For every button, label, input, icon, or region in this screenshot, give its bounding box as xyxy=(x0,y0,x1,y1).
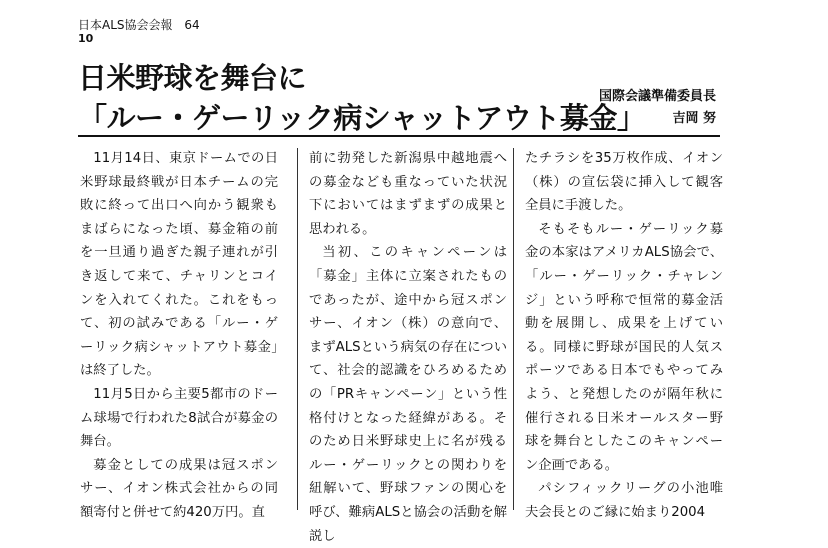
title-line-2: 「ルー・ゲーリック病シャットアウト募金」 xyxy=(78,101,646,135)
paragraph: パシフィックリーグの小池唯夫会長とのご縁に始まり2004 xyxy=(525,481,723,520)
paragraph: 当初、このキャンペーンは「募金」主体に立案されたものであったが、途中から冠スポンサー、イオン（株）の意向で、まずALSという病気の存在について、社会的認識をひろめるための「PRキャンペーン」という性格付けとなった経緯がある。そのため日米野球史上に名が残るルー・ゲーリックとの関わりを紐解いて、野球ファンの関心を呼び、難病ALSと協会の活動を解説し xyxy=(309,245,507,544)
paragraph: 11月14日、東京ドームでの日米野球最終戦が日本チームの完敗に終って出口へ向かう観衆もまばらになった頃、募金箱の前を一旦通り過ぎた親子連れが引き返して来て、チャリンとコインを入れてくれた。これをもって、初の試みである「ルー・ゲーリック病シャットアウト募金」は終了した。 xyxy=(80,151,278,379)
page-header xyxy=(78,18,200,46)
text-column-3 xyxy=(525,147,723,525)
author-role: 国際会議準備委員長 xyxy=(598,89,716,104)
article-title xyxy=(78,58,646,138)
column-separator xyxy=(513,148,514,510)
author-name: 吉岡 努 xyxy=(672,111,716,126)
text-column-1 xyxy=(80,147,278,525)
paragraph: そもそもルー・ゲーリック募金の本家はアメリカALS協会で、「ルー・ゲーリック・チャレンジ」という呼称で恒常的募金活動を展開し、成果を上げている。同様に野球が国民的人気スポーツである日本でもやってみよう、と発想したのが隔年秋に催行される日米オールスター野球を舞台としたこのキャンペーン企画である。 xyxy=(525,221,723,473)
text-column-2 xyxy=(309,147,507,548)
title-divider xyxy=(78,135,720,137)
paragraph: 前に勃発した新潟県中越地震への募金なども重なっていた状況下においてはまずまずの成果と思われる。 xyxy=(309,151,507,237)
paragraph: 11月5日から主要5都市のドーム球場で行われた8試合が募金の舞台。 xyxy=(80,386,278,450)
title-line-1: 日米野球を舞台に xyxy=(78,61,307,95)
paragraph: たチラシを35万枚作成、イオン（株）の宣伝袋に挿入して観客全員に手渡した。 xyxy=(525,151,723,214)
publication-name: 日本ALS協会会報 xyxy=(78,18,173,32)
paragraph: 募金としての成果は冠スポンサー、イオン株式会社からの同額寄付と併せて約420万円。直 xyxy=(80,457,278,520)
column-separator xyxy=(297,148,298,510)
byline xyxy=(599,86,716,130)
page-number: 10 xyxy=(78,32,94,45)
issue-number: 64 xyxy=(184,18,200,32)
